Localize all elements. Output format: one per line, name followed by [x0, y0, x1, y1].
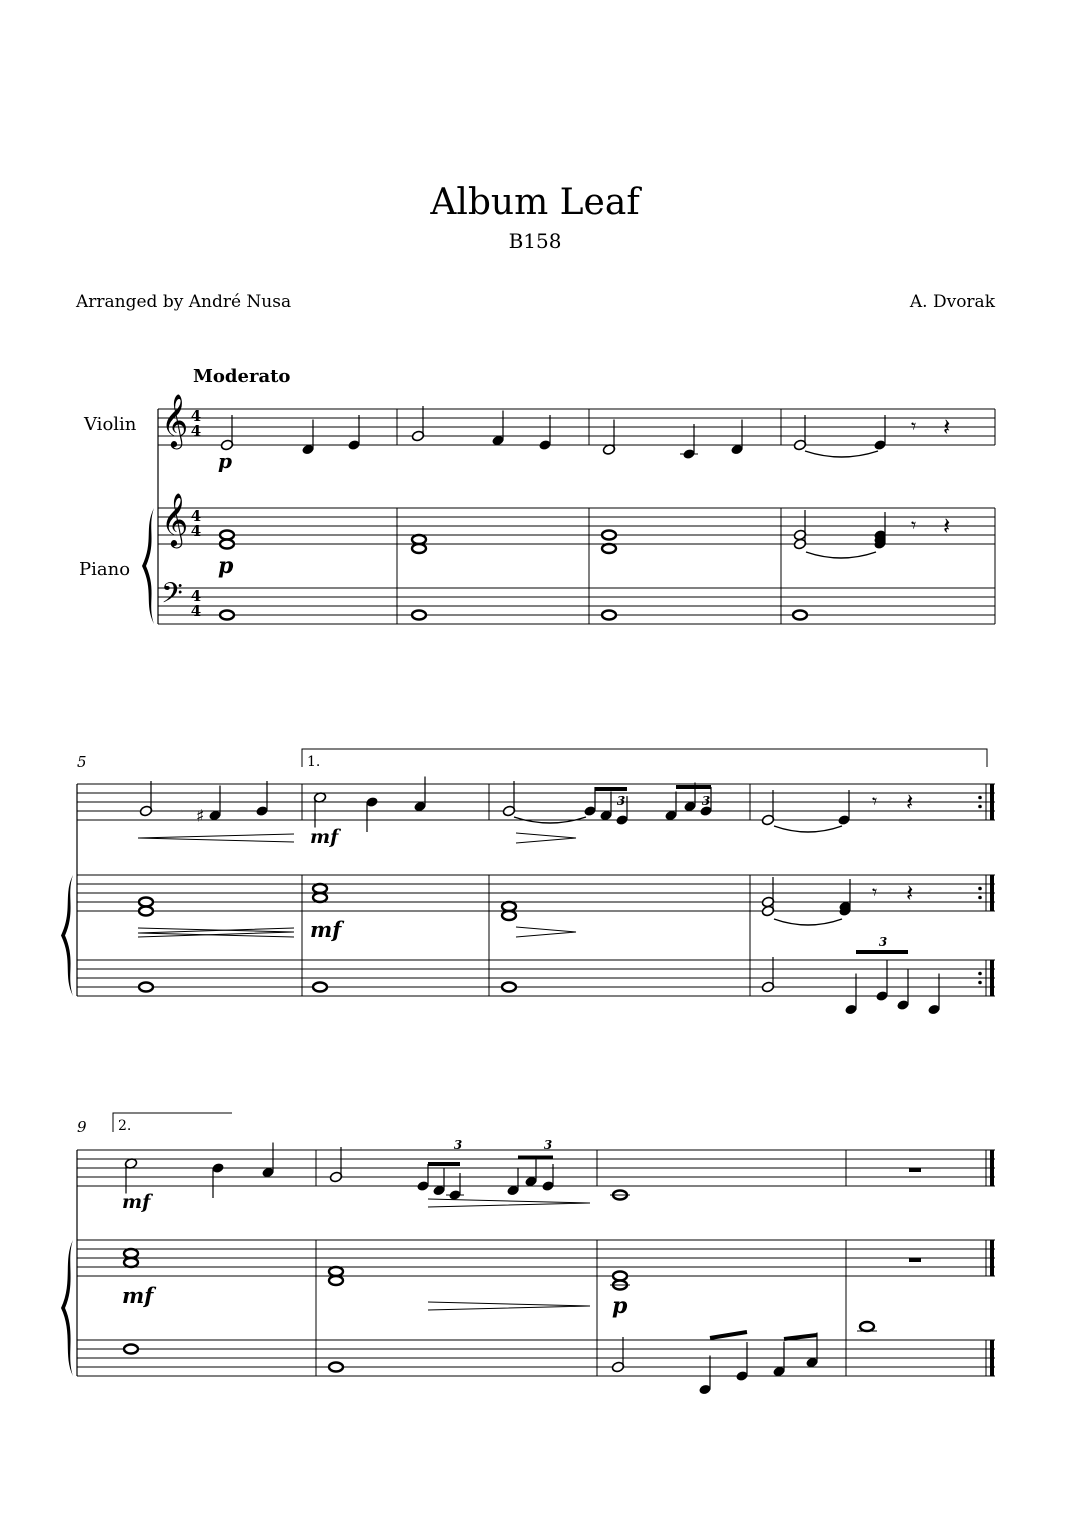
whole-note — [313, 983, 327, 992]
svg-text:4: 4 — [190, 602, 202, 620]
whole-note — [139, 983, 153, 992]
volta-bracket-second — [113, 1113, 232, 1134]
whole-note — [220, 531, 234, 540]
whole-note — [502, 902, 516, 911]
measure-number: 9 — [77, 1118, 87, 1136]
quarter-rest-icon: 𝄽 — [943, 512, 951, 540]
svg-text:3: 3 — [878, 935, 888, 949]
time-signature-violin — [191, 407, 201, 440]
whole-note — [502, 911, 516, 920]
eighth-rest-icon: 𝄾 — [872, 880, 878, 904]
whole-note — [124, 1258, 138, 1267]
dynamic-p: p — [218, 553, 234, 579]
volta-bracket-first — [302, 749, 987, 770]
repeat-dot — [978, 896, 982, 900]
staff-lines — [77, 409, 995, 1376]
dynamic-p: p — [612, 1293, 628, 1319]
tie — [774, 826, 842, 832]
instrument-name-violin: Violin — [84, 414, 137, 435]
piano-brace — [61, 508, 154, 1376]
beam — [784, 1335, 817, 1339]
treble-clef-icon: 𝄞 — [161, 492, 189, 546]
repeat-dot — [978, 887, 982, 891]
dynamic-mf: mf — [310, 917, 342, 942]
eighth-rest-icon: 𝄾 — [872, 789, 878, 813]
instrument-name-piano: Piano — [79, 559, 131, 580]
svg-text:3: 3 — [616, 794, 626, 808]
whole-note — [220, 540, 234, 549]
tuplet-marks — [454, 794, 887, 1152]
hairpins — [138, 833, 590, 1310]
dynamic-p: p — [218, 449, 232, 473]
svg-text:3: 3 — [453, 1138, 463, 1152]
whole-note — [329, 1267, 343, 1276]
whole-note — [139, 907, 153, 916]
svg-text:4: 4 — [190, 587, 202, 605]
whole-rest — [909, 1258, 921, 1262]
whole-note — [412, 544, 426, 553]
bass-clef-icon: 𝄢 — [161, 577, 183, 617]
time-signature-piano-treble — [191, 507, 201, 540]
beam — [710, 1332, 747, 1338]
dynamic-mf: mf — [122, 1191, 151, 1213]
time-signature-piano-bass — [191, 587, 201, 620]
whole-note — [613, 1272, 627, 1281]
notes — [124, 406, 950, 1395]
score-subtitle: B158 — [508, 229, 562, 253]
whole-note — [602, 531, 616, 540]
whole-note — [793, 611, 807, 620]
svg-text:1.: 1. — [307, 754, 321, 770]
whole-note — [412, 535, 426, 544]
whole-note — [220, 611, 234, 620]
svg-text:4: 4 — [190, 507, 202, 525]
whole-note — [124, 1345, 138, 1354]
whole-note — [313, 893, 327, 902]
tie — [774, 919, 842, 925]
tie — [806, 552, 876, 558]
svg-text:3: 3 — [543, 1138, 553, 1152]
svg-text:4: 4 — [190, 522, 202, 540]
svg-text:4: 4 — [190, 422, 202, 440]
quarter-rest-icon: 𝄽 — [906, 879, 914, 907]
whole-note — [602, 611, 616, 620]
svg-text:2.: 2. — [118, 1118, 132, 1134]
whole-note — [313, 884, 327, 893]
tie — [805, 451, 878, 457]
arranger-credit: Arranged by André Nusa — [76, 292, 292, 312]
repeat-dot — [978, 796, 982, 800]
composer-credit: A. Dvorak — [909, 292, 995, 312]
whole-rest — [909, 1168, 921, 1172]
svg-text:4: 4 — [190, 407, 202, 425]
dynamic-mf: mf — [122, 1283, 154, 1308]
whole-note — [329, 1363, 343, 1372]
repeat-dot — [978, 981, 982, 985]
whole-note — [602, 544, 616, 553]
whole-note — [124, 1249, 138, 1258]
clefs — [161, 393, 188, 617]
score-title: Album Leaf — [430, 182, 640, 223]
whole-note — [139, 898, 153, 907]
whole-note — [412, 611, 426, 620]
tempo-marking: Moderato — [193, 366, 291, 387]
measure-number: 5 — [77, 753, 87, 771]
dynamic-mf: mf — [310, 826, 339, 848]
whole-note — [502, 983, 516, 992]
svg-text:3: 3 — [701, 794, 711, 808]
quarter-rest-icon: 𝄽 — [906, 788, 914, 816]
treble-clef-icon: 𝄞 — [161, 393, 189, 447]
repeat-dot — [978, 972, 982, 976]
whole-note — [860, 1322, 874, 1331]
repeat-dot — [978, 805, 982, 809]
whole-note — [329, 1276, 343, 1285]
eighth-rest-icon: 𝄾 — [911, 414, 917, 438]
sharp-icon: ♯ — [196, 806, 205, 827]
eighth-rest-icon: 𝄾 — [911, 513, 917, 537]
quarter-rest-icon: 𝄽 — [943, 413, 951, 441]
